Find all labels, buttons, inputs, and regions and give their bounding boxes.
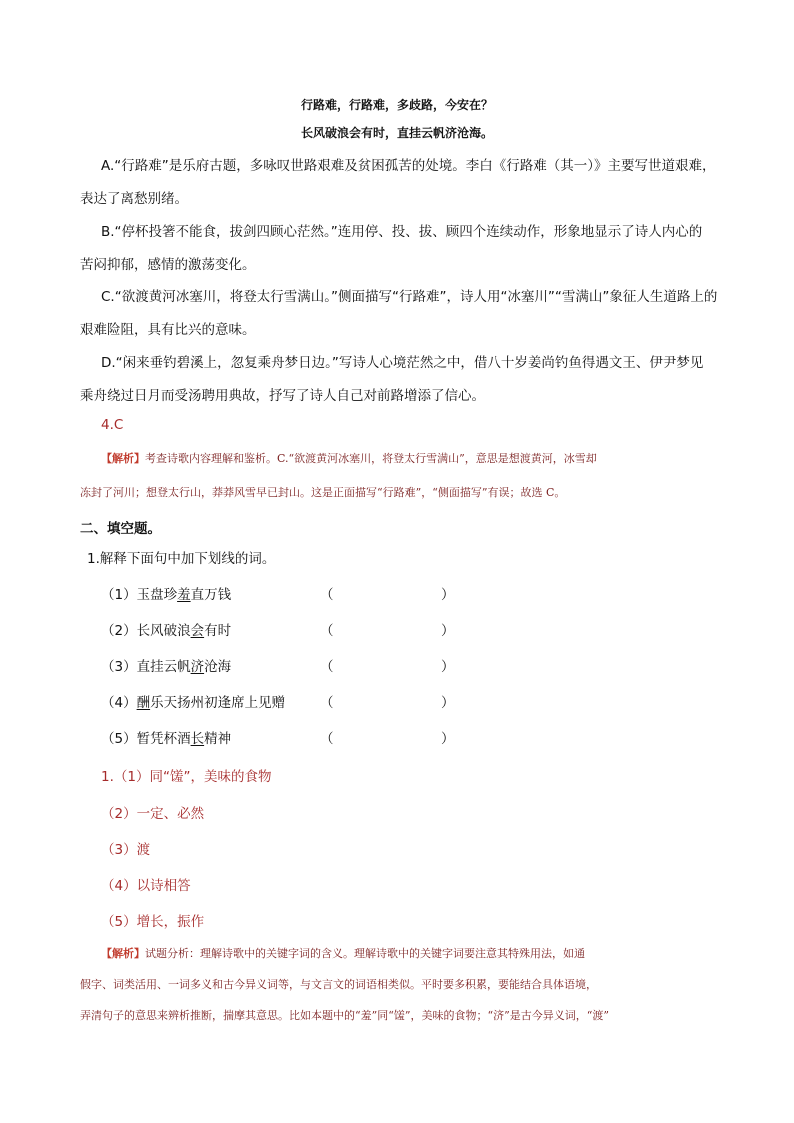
analysis-1-tag: 【解析】	[101, 947, 145, 960]
item-text-post: 沧海	[204, 659, 232, 675]
option-a-line-2: 表达了离愁别绪。	[80, 191, 188, 207]
option-b-line-2: 苦闷抑郁，感情的激荡变化。	[80, 257, 256, 273]
option-d-line-1: D.“闲来垂钓碧溪上，忽复乘舟梦日边。”写诗人心境茫然之中，借八十岁姜尚钓鱼得遇文王、伊尹梦见	[101, 355, 704, 371]
blank-item-1	[101, 583, 501, 603]
item-number: （3）	[101, 659, 137, 675]
underlined-word: 长	[190, 731, 205, 747]
open-paren: （	[320, 623, 334, 639]
poem-line-2: 长风破浪会有时，直挂云帆济沧海。	[300, 126, 493, 140]
close-paren: ）	[441, 695, 455, 711]
item-number: （2）	[101, 623, 137, 639]
underlined-word: 酬	[136, 695, 151, 711]
close-paren: ）	[441, 659, 455, 675]
section-2-heading: 二、填空题。	[80, 521, 161, 537]
question-1-prompt: 1.解释下面句中加下划线的词。	[87, 551, 276, 567]
answer-1-item-5: （5）增长，振作	[101, 914, 205, 930]
blank-item-2	[101, 619, 501, 639]
option-a-line-1: A.“行路难”是乐府古题，多咏叹世路艰难及贫困孤苦的处境。李白《行路难（其一）》主要写世道艰难，	[101, 158, 716, 174]
blank-item-4	[101, 691, 501, 711]
item-text-pre: 直挂云帆	[136, 659, 191, 675]
underlined-word: 济	[190, 659, 205, 675]
item-text-post: 直万钱	[190, 587, 232, 603]
answer-1-item-3: （3）渡	[101, 842, 151, 858]
open-paren: （	[320, 695, 334, 711]
analysis-4-text-1: 考查诗歌内容理解和鉴析。C.“欲渡黄河冰塞川，将登太行雪满山”，意思是想渡黄河，冰雪却	[145, 452, 597, 465]
answer-1-item-4: （4）以诗相答	[101, 878, 191, 894]
option-d-line-2: 乘舟绕过日月而受汤聘用典故，抒写了诗人自己对前路增添了信心。	[80, 388, 485, 404]
item-text-post: 精神	[204, 731, 232, 747]
analysis-1-line-1	[101, 945, 585, 961]
answer-1-item-1: 1.（1）同“馐”，美味的食物	[101, 769, 272, 785]
underlined-word: 羞	[177, 587, 191, 603]
item-number: （5）	[101, 731, 137, 747]
blank-item-3	[101, 655, 501, 675]
close-paren: ）	[441, 587, 455, 603]
item-text-post: 有时	[204, 623, 232, 639]
blank-item-5	[101, 727, 501, 747]
answer-4: 4.C	[101, 417, 124, 433]
open-paren: （	[320, 659, 334, 675]
item-text-pre: 暂凭杯酒	[136, 731, 191, 747]
option-c-line-1: C.“欲渡黄河冰塞川，将登太行雪满山。”侧面描写“行路难”，诗人用“冰塞川”“雪满山”象征人生道路上的	[101, 289, 718, 305]
analysis-4-line-2: 冻封了河川；想登太行山，莽莽风雪早已封山。这是正面描写“行路难”，“侧面描写”有误；故选 C。	[80, 486, 566, 499]
close-paren: ）	[441, 623, 455, 639]
open-paren: （	[320, 587, 334, 603]
analysis-4-tag: 【解析】	[101, 452, 145, 465]
item-text-post: 乐天扬州初逢席上见赠	[150, 695, 286, 711]
analysis-1-line-2: 假字、词类活用、一词多义和古今异义词等，与文言文的词语相类似。平时要多积累，要能结合具体语境，	[80, 978, 597, 991]
answer-1-item-2: （2）一定、必然	[101, 806, 205, 822]
item-number: （4）	[101, 695, 137, 711]
analysis-4-line-1	[101, 450, 597, 466]
analysis-1-text-1: 试题分析：理解诗歌中的关键字词的含义。理解诗歌中的关键字词要注意其特殊用法，如通	[145, 947, 585, 960]
option-b-line-1: B.“停杯投箸不能食，拔剑四顾心茫然。”连用停、投、拔、顾四个连续动作，形象地显示了诗人内心的	[101, 224, 703, 240]
poem-line-1: 行路难，行路难，多歧路，今安在？	[300, 98, 493, 112]
option-c-line-2: 艰难险阻，具有比兴的意味。	[80, 322, 256, 338]
close-paren: ）	[441, 731, 455, 747]
item-number: （1）	[101, 587, 137, 603]
item-text-pre: 长风破浪	[136, 623, 191, 639]
open-paren: （	[320, 731, 334, 747]
underlined-word: 会	[190, 623, 205, 639]
analysis-1-line-3: 弄清句子的意思来辨析推断，揣摩其意思。比如本题中的“羞”同“馐”，美味的食物；“济”是古今异义词，“渡”	[80, 1009, 609, 1022]
item-text-pre: 玉盘珍	[136, 587, 178, 603]
